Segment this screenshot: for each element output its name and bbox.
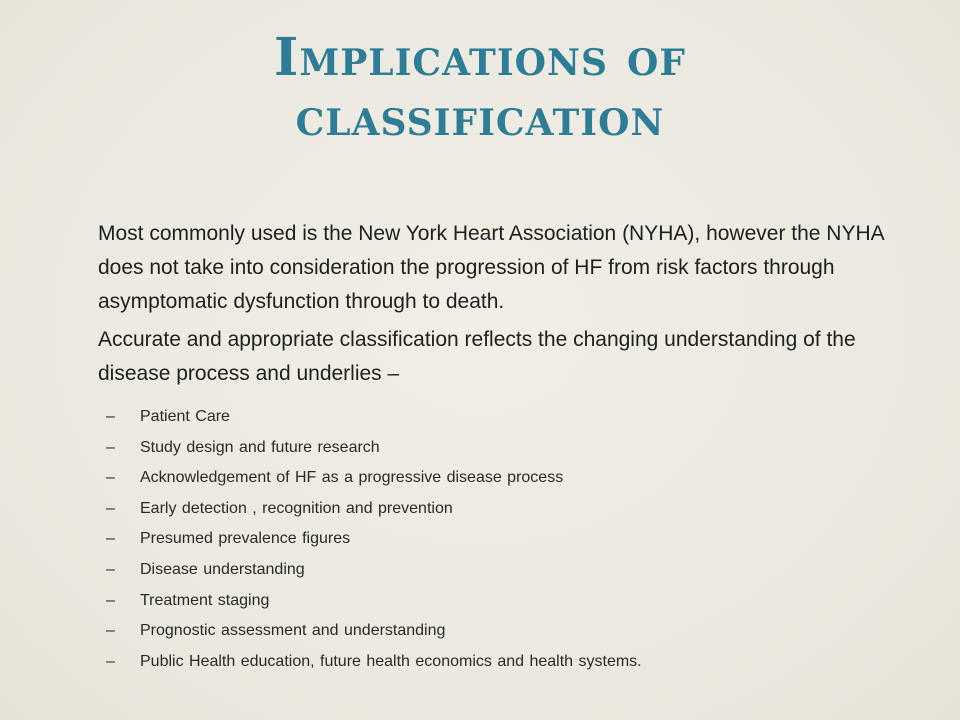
list-item xyxy=(98,524,910,555)
dash-marker: – xyxy=(106,591,115,609)
list-item xyxy=(98,616,910,647)
slide-body xyxy=(98,217,910,677)
list-item-text: Treatment staging xyxy=(140,591,270,609)
dash-marker: – xyxy=(106,499,115,517)
list-item-text: Prognostic assessment and understanding xyxy=(140,622,446,640)
paragraph-classification: Accurate and appropriate classification reflects the changing understanding of the disease process and underlies – xyxy=(98,328,856,385)
list-item-text: Patient Care xyxy=(140,408,230,425)
list-item xyxy=(98,555,910,586)
dash-marker: – xyxy=(106,469,115,487)
list-item-text: Acknowledgement of HF as a progressive disease process xyxy=(140,469,564,487)
dash-marker: – xyxy=(106,530,115,548)
paragraph-nyha: Most commonly used is the New York Heart Association (NYHA), however the NYHA does not take into consideration the progression of HF from risk factors through asymptomatic dysfunction through to death. xyxy=(98,222,884,313)
list-item xyxy=(98,647,910,678)
dash-marker: – xyxy=(106,438,115,456)
list-item xyxy=(98,402,910,433)
list-item-text: Study design and future research xyxy=(140,438,380,456)
list-item-text: Early detection , recognition and prevention xyxy=(140,499,453,517)
dash-marker: – xyxy=(106,560,115,578)
dash-marker: – xyxy=(106,408,115,425)
list-item xyxy=(98,586,910,617)
slide-title: Implications of classification xyxy=(274,27,686,148)
dash-marker: – xyxy=(106,622,115,640)
list-item-text: Public Health education, future health economics and health systems. xyxy=(140,652,642,670)
list-item-text: Presumed prevalence figures xyxy=(140,530,351,548)
list-item xyxy=(98,433,910,464)
list-item xyxy=(98,494,910,525)
dash-marker: – xyxy=(106,652,115,670)
list-item-text: Disease understanding xyxy=(140,560,305,578)
bullet-list xyxy=(98,402,910,677)
list-item xyxy=(98,463,910,494)
